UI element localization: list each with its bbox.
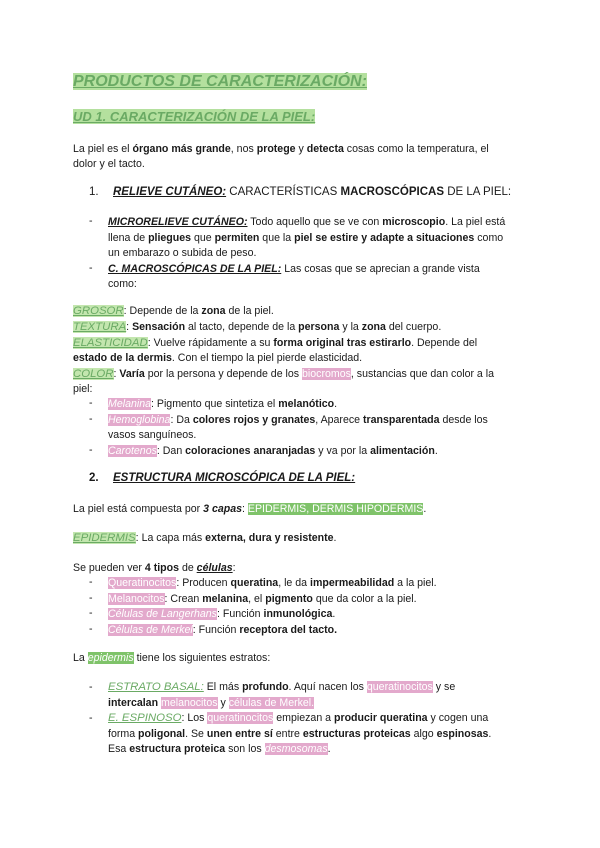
text: producir queratina [333,712,428,724]
text: La capa más [138,532,206,544]
intro-line-2: dolor y el tacto. [73,158,145,170]
text: algo [410,728,437,740]
highlight-tag: Melanina [108,398,151,410]
text: transparentada [362,414,440,426]
page-title [73,73,367,91]
highlight-tag: Hemoglobina [108,414,171,426]
text: y va por la [315,445,371,457]
section-title: ESTRUCTURA MICROSCÓPICA DE LA PIEL: [113,472,356,484]
text: inmunológica [263,608,333,620]
text: Las cosas que se aprecian a grande vista [281,263,480,275]
text: del cuerpo. [385,321,442,333]
hemoglobina-item-line-2: vasos sanguíneos. [108,429,197,441]
estrato-espinoso-line-3 [108,742,331,756]
text: pigmento [265,593,313,605]
section-number: 2. [89,472,99,484]
text: La piel está compuesta por [73,503,204,515]
text: y cogen una [427,712,489,724]
text: Todo aquello que se ve con [247,216,383,228]
text: : Crean [164,593,203,605]
text: forma [108,728,139,740]
text: que da color a la piel. [312,593,417,605]
text: . [423,503,427,515]
text: pliegues [148,232,192,244]
bullet-dash: - [89,712,93,724]
text: melanótico [278,398,335,410]
text: . [332,608,336,620]
elasticidad-line-1 [73,336,477,350]
text: : [126,321,130,333]
unit-title-text: UD 1. CARACTERIZACIÓN DE LA PIEL: [73,109,316,124]
section-title: RELIEVE CUTÁNEO: [113,186,227,198]
elasticidad-line-2 [73,351,362,365]
estrato-label: ESTRATO BASAL: [108,681,204,693]
text: . [334,398,338,410]
text: estructura proteica [129,743,226,755]
text: . Depende del [411,337,478,349]
text: 3 capas [203,503,243,515]
cell-types-intro [73,561,236,575]
text: de la piel. [225,305,274,317]
text: que la [259,232,295,244]
text: intercalan [108,697,159,709]
text: alimentación [370,445,435,457]
text: poligonal [138,728,186,740]
text: , sustancias que dan color a la [350,368,495,380]
epidermis-label: EPIDERMIS [73,532,136,544]
text: , le da [278,577,310,589]
text: y [295,143,307,155]
estrato-espinoso-line-2 [108,727,491,741]
highlight-tag: melanocitos [161,697,218,709]
text: desde los [439,414,488,426]
text: . La piel está [445,216,506,228]
textura-line [73,320,441,334]
highlight-tag: células de Merkel. [228,697,315,709]
text: El más [203,681,243,693]
carotenos-item [108,444,438,458]
bullet-dash: - [89,681,93,693]
melanina-item [108,397,337,411]
textura-label: TEXTURA [73,321,127,333]
highlight-tag: Carotenos [108,445,157,457]
text: células [196,562,233,574]
text: La [73,652,88,664]
layers-line [73,502,426,516]
text: son los [225,743,265,755]
text: protege [256,143,296,155]
estratos-intro [73,651,270,665]
text: : Función [192,624,240,636]
intro-line-1 [73,142,489,156]
text: MACROSCÓPICAS [340,186,444,198]
bullet-dash: - [89,215,93,227]
text: : Da [170,414,193,426]
text: , nos [230,143,257,155]
grosor-label: GROSOR [73,305,124,317]
text: 4 tipos [144,562,179,574]
text: Se pueden ver [73,562,145,574]
text: . [488,728,492,740]
text: externa, dura y resistente [205,532,334,544]
text: CARACTERÍSTICAS [226,186,341,198]
queratinocitos-item [108,576,437,590]
highlight-tag: biocromos [302,368,351,380]
text: . [333,532,337,544]
color-line-1 [73,367,494,381]
text: como [474,232,504,244]
text: : [113,368,117,380]
macroscopic-line-1 [108,262,480,276]
highlight-tag: Queratinocitos [108,577,177,589]
text: : [147,337,151,349]
text: profundo [242,681,289,693]
text: . [434,445,438,457]
bullet-dash: - [89,444,93,456]
text: La piel es el [73,143,133,155]
bullet-dash: - [89,576,93,588]
melanocitos-item [108,592,417,606]
estrato-label: E. ESPINOSO [108,712,182,724]
bullet-dash: - [89,397,93,409]
text: : Función [216,608,264,620]
text: Sensación [132,321,186,333]
grosor-line [73,304,274,318]
text: piel se estire y adapte a situaciones [294,232,475,244]
text: persona [298,321,340,333]
text: estructuras proteicas [302,728,411,740]
text: : [135,532,139,544]
text: microscopio [382,216,446,228]
text: entre [272,728,303,740]
hemoglobina-item-line-1 [108,413,488,427]
text: de [179,562,197,574]
item-title: MICRORELIEVE CUTÁNEO: [108,216,248,228]
color-label: COLOR [73,368,114,380]
text: espinosas [436,728,489,740]
microrelieve-line-3: un embarazo o subida de peso. [108,247,257,259]
text: colores rojos y granates [192,414,316,426]
bullet-dash: - [89,607,93,619]
highlight-tag: Melanocitos [108,593,165,605]
estrato-basal-line-2 [108,696,314,710]
text: DE LA PIEL: [444,186,512,198]
highlight-tag: epidermis [87,652,134,664]
text: : Pigmento que sintetiza el [151,398,279,410]
text: Vuelve rápidamente a su [150,337,274,349]
text: Depende de la [126,305,202,317]
highlight-tag: Células de Merkel [108,624,193,636]
text: Los [184,712,208,724]
text: : [242,503,248,515]
text: impermeabilidad [310,577,395,589]
text: Varía [119,368,145,380]
title-text: PRODUCTOS DE CARACTERIZACIÓN: [73,73,367,90]
macroscopic-line-2: como: [108,278,137,290]
section-2-heading [89,472,355,484]
text: zona [201,305,226,317]
text: tiene los siguientes estratos: [133,652,271,664]
text: : Producen [176,577,231,589]
epidermis-line [73,531,337,545]
text: zona [361,321,386,333]
text: melanina [202,593,249,605]
text: órgano más grande [132,143,231,155]
highlight-tag: Células de Langerhans [108,608,217,620]
estrato-espinoso-line-1 [108,711,488,725]
text: . Aquí nacen los [288,681,367,693]
bullet-dash: - [89,592,93,604]
text: empiezan a [273,712,334,724]
text: y la [339,321,362,333]
text: a la piel. [394,577,437,589]
text: . Con el tiempo la piel pierde elasticidad. [171,352,363,364]
text: , el [248,593,266,605]
microrelieve-line-2 [108,231,503,245]
bullet-dash: - [89,413,93,425]
item-title: C. MACROSCÓPICAS DE LA PIEL: [108,263,282,275]
text: receptora del tacto. [239,624,338,636]
estrato-basal-line-1 [108,680,455,694]
text: forma original tras estirarlo [273,337,412,349]
text: Esa [108,743,130,755]
merkel-item [108,623,337,637]
text: , Aparece [315,414,363,426]
highlight-tag: queratinocitos [207,712,274,724]
bullet-dash: - [89,262,93,274]
text: . [327,743,331,755]
section-1-heading [89,186,511,198]
text: : [232,562,236,574]
text: permiten [214,232,260,244]
unit-title [73,109,315,124]
text: que [191,232,215,244]
text: : [181,712,185,724]
highlight-tag: desmosomas [264,743,328,755]
text: llena de [108,232,149,244]
text: queratina [230,577,279,589]
text: . Se [185,728,207,740]
bullet-dash: - [89,623,93,635]
text: detecta [306,143,344,155]
text: al tacto, depende de la [185,321,299,333]
text: cosas como la temperatura, el [343,143,489,155]
langerhans-item [108,607,335,621]
text: coloraciones anaranjadas [185,445,316,457]
text: y se [432,681,456,693]
text: : Dan [156,445,186,457]
color-line-2: piel: [73,383,93,395]
elasticidad-label: ELASTICIDAD [73,337,148,349]
layers-tag: EPIDERMIS, DERMIS HIPODERMIS [247,503,424,515]
text: : [123,305,127,317]
highlight-tag: queratinocitos [366,681,433,693]
text: unen entre sí [206,728,273,740]
microrelieve-line-1 [108,215,505,229]
section-number: 1. [89,186,99,198]
text: por la persona y depende de los [144,368,303,380]
text: y [217,697,229,709]
text: estado de la dermis [73,352,172,364]
